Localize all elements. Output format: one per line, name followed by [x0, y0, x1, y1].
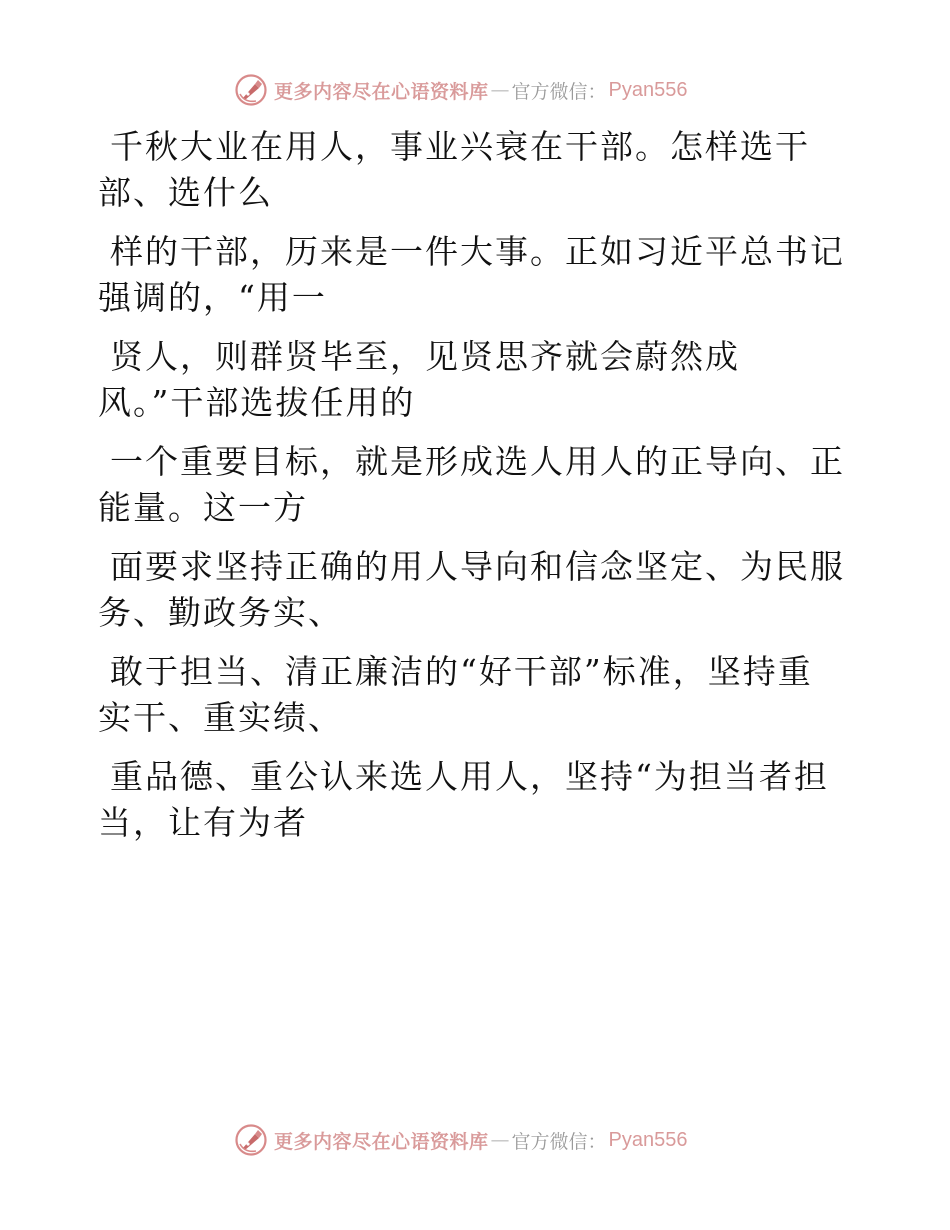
header-banner	[0, 70, 950, 110]
footer-wechat-id: Pyan556	[608, 1128, 688, 1151]
paragraph-line: 一个重要目标，就是形成选人用人的正导向、正	[110, 442, 845, 481]
paragraph-line: 能量。这一方	[98, 488, 308, 527]
footer-label: 官方微信：	[511, 1130, 607, 1153]
article-body	[98, 124, 858, 859]
paragraph-line: 面要求坚持正确的用人导向和信念坚定、为民服	[110, 547, 845, 586]
footer-banner	[0, 1120, 950, 1160]
paragraph-line: 强调的，“用一	[98, 278, 327, 317]
footer-dash: —	[490, 1129, 510, 1151]
header-label: 官方微信：	[511, 80, 607, 103]
paragraph	[98, 544, 858, 636]
pen-nib-logo-icon	[234, 73, 268, 107]
paragraph-line: 部、选什么	[98, 173, 273, 212]
header-dash: —	[490, 79, 510, 101]
paragraph	[98, 754, 858, 846]
paragraph-line: 敢于担当、清正廉洁的“好干部”标准，坚持重	[110, 652, 813, 691]
paragraph	[98, 229, 858, 321]
paragraph-line: 当，让有为者	[98, 803, 308, 842]
paragraph	[98, 439, 858, 531]
paragraph-line: 样的干部，历来是一件大事。正如习近平总书记	[110, 232, 845, 271]
paragraph-line: 重品德、重公认来选人用人，坚持“为担当者担	[110, 757, 829, 796]
paragraph	[98, 124, 858, 216]
paragraph-line: 贤人，则群贤毕至，见贤思齐就会蔚然成	[110, 337, 740, 376]
pen-nib-logo-icon	[234, 1123, 268, 1157]
paragraph-line: 务、勤政务实、	[98, 593, 343, 632]
header-wechat-id: Pyan556	[608, 78, 688, 101]
footer-brand-text: 更多内容尽在心语资料库	[274, 1130, 489, 1153]
paragraph-line: 千秋大业在用人，事业兴衰在干部。怎样选干	[110, 127, 810, 166]
header-brand-text: 更多内容尽在心语资料库	[274, 80, 489, 103]
paragraph-line: 风。”干部选拔任用的	[98, 383, 416, 422]
paragraph-line: 实干、重实绩、	[98, 698, 343, 737]
paragraph	[98, 334, 858, 426]
paragraph	[98, 649, 858, 741]
